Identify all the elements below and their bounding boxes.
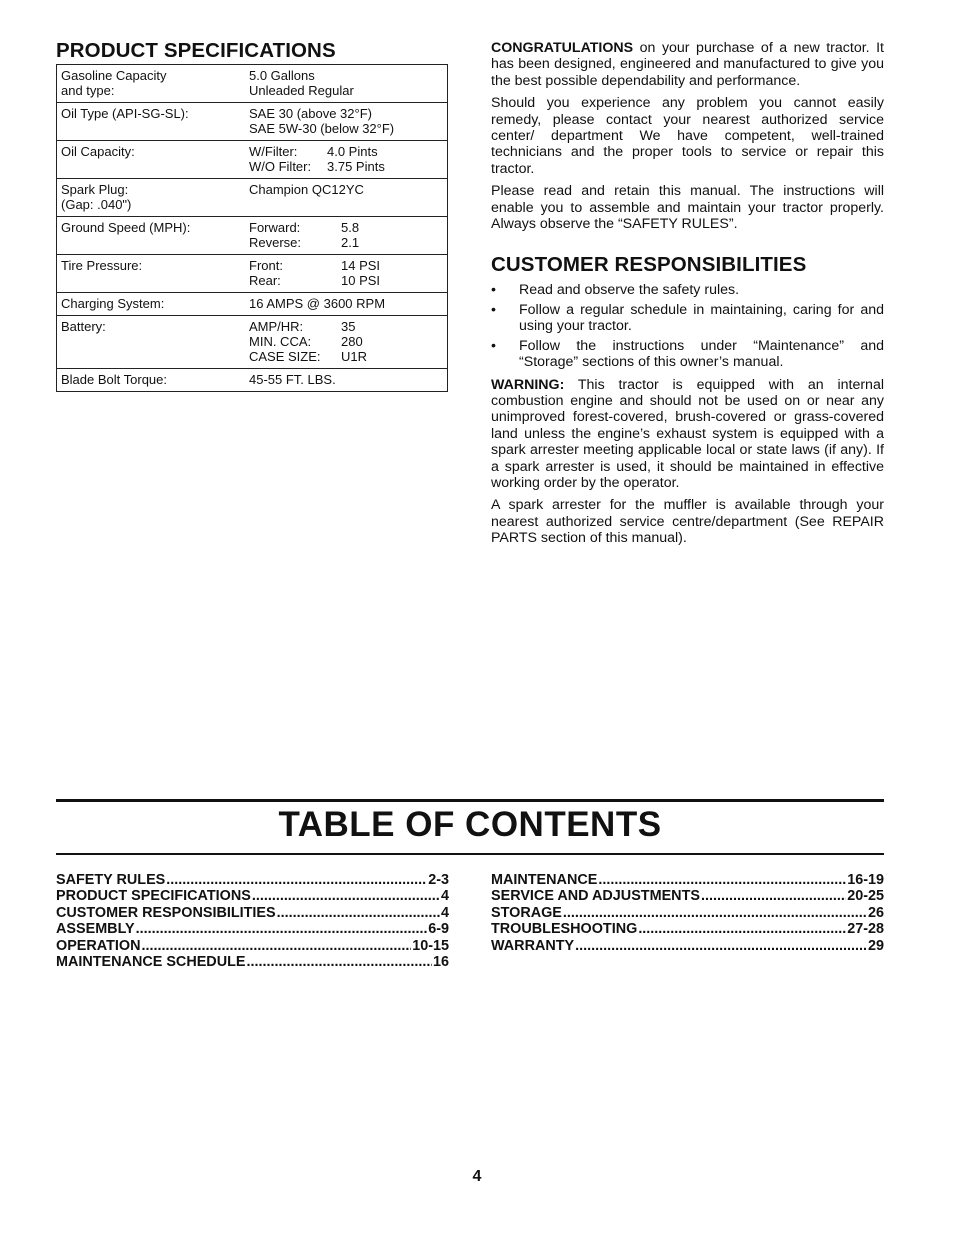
spec-label [57,369,242,392]
product-specifications-heading: PRODUCT SPECIFICATIONS [56,39,336,62]
toc-entry[interactable] [56,921,449,937]
spec-value-key: Reverse: [249,235,302,250]
toc-leader-dots [166,872,427,888]
toc-entry[interactable] [491,888,884,904]
spec-value-line [249,83,443,98]
toc-entry-pages: 26 [867,904,884,921]
spec-value-key: Champion QC12YC [249,182,364,197]
responsibilities-list [491,282,884,370]
congratulations-label: CONGRATULATIONS [491,40,634,56]
warning-paragraph [491,377,884,492]
spec-value-key: Unleaded Regular [249,83,354,98]
problem-paragraph: Should you experience any problem you cannot easily remedy, please contact your nearest authorized service center/ department We have competent, well-trained technicians and the proper tools to service or repair this tractor. [491,95,884,177]
spec-value-key: W/O Filter: [249,159,312,174]
spec-value-amount: 10 PSI [341,273,381,288]
spec-value-line [249,121,443,136]
responsibility-text: Follow the instructions under “Maintenance” and “Storage” sections of this owner’s manual. [519,337,884,371]
spec-label-line: Ground Speed (MPH): [61,220,191,235]
spec-value-amount: 5.8 [341,220,360,235]
retain-manual-paragraph: Please read and retain this manual. The instructions will enable you to assemble and maintain your tractor properly. Always observe the “SAFETY RULES”. [491,183,884,233]
spec-value-line [249,372,443,387]
responsibility-item [491,302,884,335]
toc-right-column [491,872,884,954]
spec-label-line: Battery: [61,319,106,334]
toc-entry-pages: 6-9 [428,921,449,938]
toc-entry[interactable] [491,921,884,937]
spec-value-amount: 35 [341,319,356,334]
spec-value-key: Forward: [249,220,301,235]
warning-text: This tractor is equipped with an internal combustion engine and should not be used on or near any unimproved forest-covered, brush-covered or grass-covered land unless the engine’s exhaust system is equipped with a spark arrester meeting applicable local or state laws (if any). If a spark arrester is used, it should be maintained in effective working order by the operator. [491,376,884,491]
toc-entry[interactable] [56,905,449,921]
spec-value-line [249,296,443,311]
spec-row [57,65,448,103]
spark-arrester-paragraph: A spark arrester for the muffler is available through your nearest authorized service centre/department (See REPAIR PARTS section of this manual). [491,497,884,547]
toc-entry-title: OPERATION [56,937,141,954]
spec-value [241,293,448,316]
toc-top-rule [56,799,884,802]
toc-entry-pages: 20-25 [847,888,884,905]
spec-value [241,316,448,369]
spec-value-key: Front: [249,258,283,273]
spec-value-line [249,144,443,159]
spec-value-key: AMP/HR: [249,319,304,334]
bullet-icon: • [491,282,496,299]
warning-label: WARNING: [491,376,565,393]
toc-entry-title: MAINTENANCE SCHEDULE [56,954,246,971]
toc-entry[interactable] [56,954,449,970]
spec-value-line [249,273,443,288]
spec-value-amount: U1R [341,349,368,364]
toc-entry[interactable] [56,888,449,904]
responsibility-item [491,282,884,298]
bullet-icon: • [491,337,496,354]
spec-label-line: and type: [61,83,115,98]
intro-column [491,40,884,553]
toc-entry-pages: 2-3 [428,872,449,888]
spec-label-line: (Gap: .040") [61,197,132,212]
spec-value [241,179,448,217]
toc-entry-pages: 16-19 [847,872,884,888]
toc-entry-title: MAINTENANCE [491,872,598,888]
toc-leader-dots [141,938,411,954]
spec-value-amount: 2.1 [341,235,360,250]
toc-leader-dots [575,938,867,954]
congratulations-paragraph [491,40,884,89]
spec-label-line: Oil Type (API-SG-SL): [61,106,189,121]
spec-value-key: SAE 5W-30 (below 32°F) [249,121,395,136]
bullet-icon: • [491,301,496,318]
toc-entry-title: CUSTOMER RESPONSIBILITIES [56,904,276,921]
spec-value [241,103,448,141]
responsibility-text: Read and observe the safety rules. [519,282,740,299]
spec-label [57,255,242,293]
spec-value-key: 5.0 Gallons [249,68,315,83]
toc-entry-title: SERVICE AND ADJUSTMENTS [491,888,700,905]
spec-label-line: Spark Plug: [61,182,129,197]
spec-label [57,103,242,141]
toc-title: TABLE OF CONTENTS [278,805,662,844]
spec-label-line: Charging System: [61,296,165,311]
spec-value-amount: 3.75 Pints [327,159,385,174]
toc-leader-dots [638,921,846,937]
spec-label-line: Oil Capacity: [61,144,135,159]
toc-entry-title: SAFETY RULES [56,872,166,888]
toc-entry-pages: 16 [432,954,449,971]
spec-value-line [249,220,443,235]
toc-entry[interactable] [491,872,884,888]
spec-value-line [249,349,443,364]
spec-value-amount: 280 [341,334,363,349]
spec-row [57,255,448,293]
spec-value-key: SAE 30 (above 32°F) [249,106,372,121]
spec-label [57,316,242,369]
toc-entry-title: PRODUCT SPECIFICATIONS [56,888,251,905]
spec-row [57,179,448,217]
spec-value [241,217,448,255]
toc-entry[interactable] [56,938,449,954]
toc-entry-pages: 4 [440,904,449,921]
toc-entry-pages: 10-15 [412,937,449,954]
responsibility-text: Follow a regular schedule in maintaining, caring for and using your tractor. [519,301,884,335]
toc-leader-dots [598,872,846,888]
spec-value-line [249,258,443,273]
toc-leader-dots [563,905,867,921]
toc-entry[interactable] [56,872,449,888]
toc-leader-dots [277,905,440,921]
toc-entry-pages: 27-28 [847,921,884,938]
customer-responsibilities-heading: CUSTOMER RESPONSIBILITIES [491,253,807,277]
toc-entry[interactable] [491,938,884,954]
responsibility-item [491,338,884,371]
spec-value [241,65,448,103]
toc-entry-title: ASSEMBLY [56,921,135,938]
spec-value-key: 45-55 FT. LBS. [249,372,336,387]
spec-value-line [249,159,443,174]
spec-value [241,255,448,293]
spec-value-key: CASE SIZE: [249,349,321,364]
spec-label [57,293,242,316]
spec-value-line [249,235,443,250]
spec-label-line: Gasoline Capacity [61,68,167,83]
spec-value-line [249,68,443,83]
toc-entry-pages: 29 [867,937,884,954]
spec-value-key: W/Filter: [249,144,298,159]
spec-label [57,179,242,217]
toc-entry-title: WARRANTY [491,937,575,954]
spec-value-line [249,334,443,349]
toc-left-column [56,872,449,970]
toc-entry[interactable] [491,905,884,921]
spec-value-amount: 14 PSI [341,258,381,273]
toc-entry-pages: 4 [440,888,449,905]
spec-row [57,293,448,316]
spec-label-line: Blade Bolt Torque: [61,372,167,387]
spec-row [57,369,448,392]
spec-value-amount: 4.0 Pints [327,144,378,159]
spec-label-line: Tire Pressure: [61,258,143,273]
spec-row [57,217,448,255]
toc-leader-dots [136,921,428,937]
spec-value-key: MIN. CCA: [249,334,312,349]
page-number: 4 [472,1168,482,1185]
spec-value [241,369,448,392]
toc-entry-title: TROUBLESHOOTING [491,921,638,938]
specifications-table [56,64,448,392]
toc-bottom-rule [56,853,884,855]
spec-row [57,316,448,369]
spec-row [57,141,448,179]
spec-label [57,217,242,255]
toc-leader-dots [701,888,846,904]
spec-value-line [249,106,443,121]
spec-value-line [249,182,443,197]
toc-entry-title: STORAGE [491,904,562,921]
spec-label [57,65,242,103]
spec-label [57,141,242,179]
congratulations-text: on your purchase of a new tractor. It has been designed, engineered and manufactured to give you the best possible dependability and performance. [491,40,884,89]
spec-value [241,141,448,179]
spec-row [57,103,448,141]
spec-value-line [249,319,443,334]
toc-leader-dots [252,888,440,904]
toc-leader-dots [246,954,432,970]
spec-value-key: Rear: [249,273,281,288]
spec-value-key: 16 AMPS @ 3600 RPM [249,296,386,311]
